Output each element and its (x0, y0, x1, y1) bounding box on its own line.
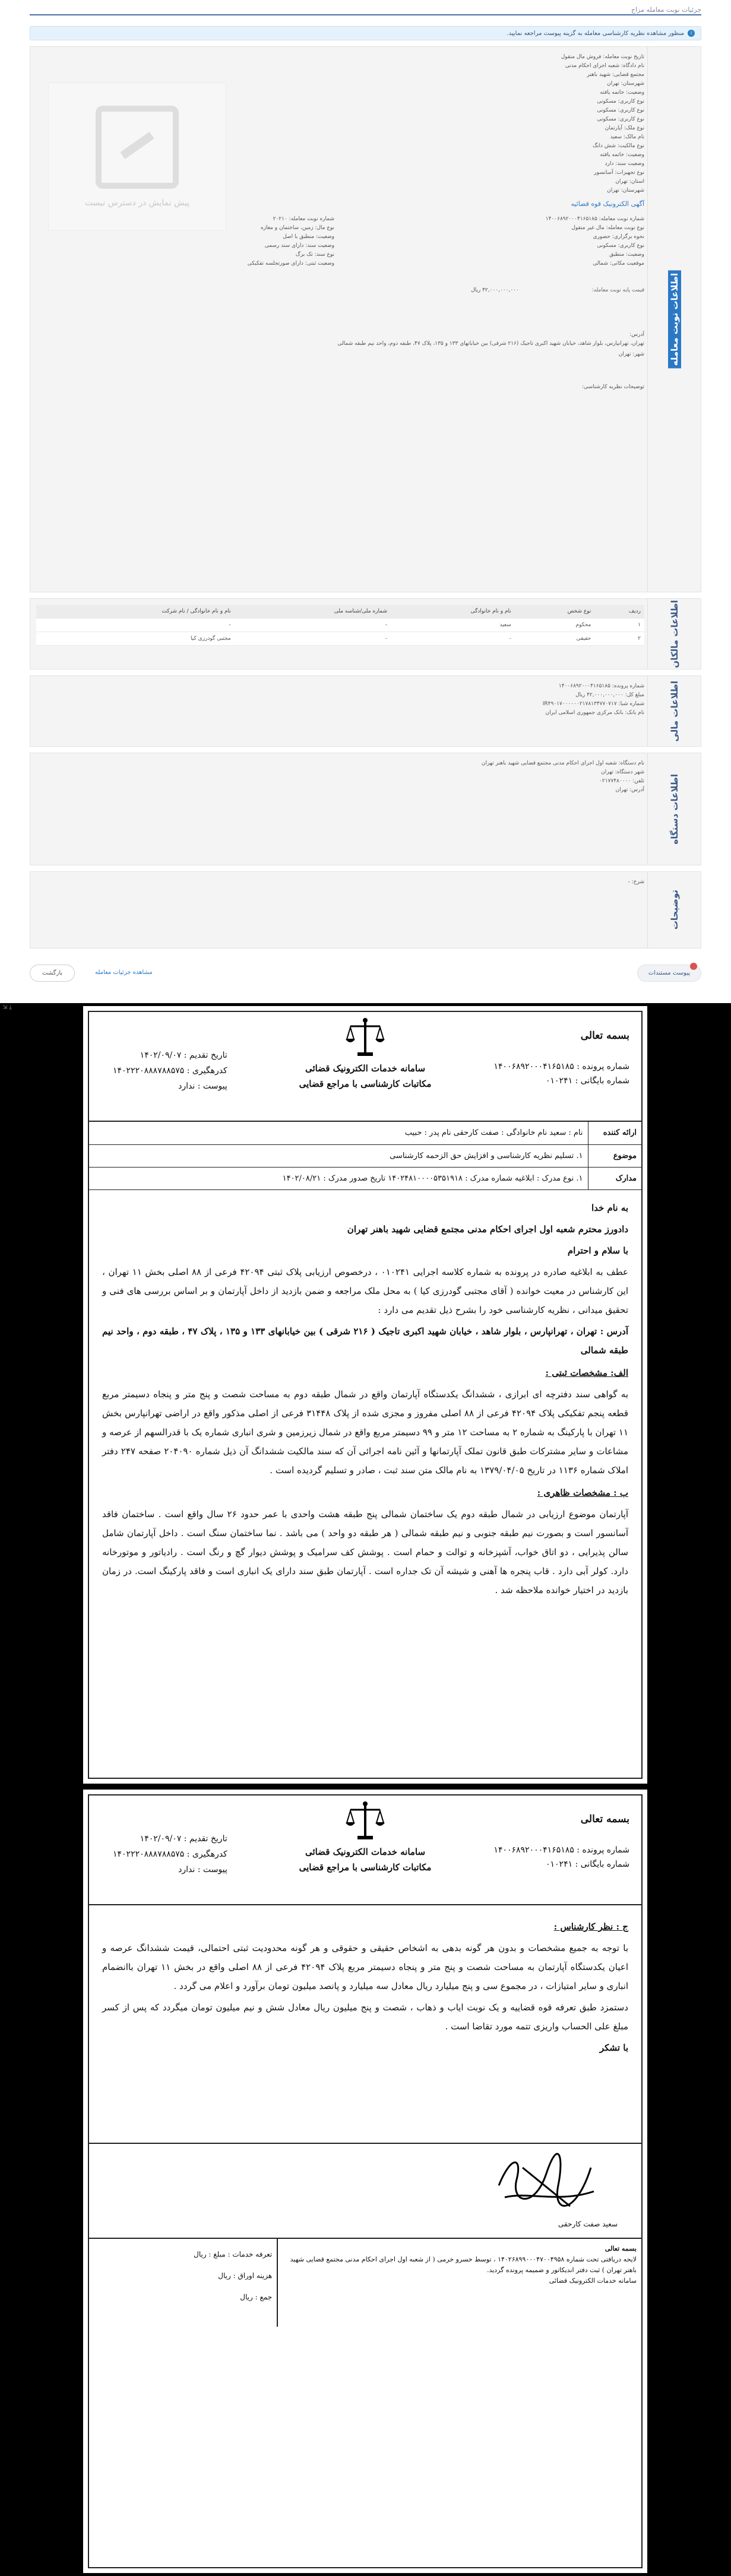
address-block (36, 331, 644, 359)
owners-column-header: نوع شخص (515, 605, 595, 618)
notes-content (36, 878, 644, 942)
deal-attribute: نام مالک: سعید (610, 134, 644, 140)
address-text: تهران، تهرانپارس، بلوار شاهد، خیابان شهید اکبری تاجیک (۲۱۶ شرقی) بین خیابانهای ۱۳۳ و ۱۳۵، پلاک ۴۷، طبقه دوم، واحد نیم طبقه شمالی (337, 341, 644, 347)
appearance-paragraph: آپارتمان موضوع ارزیابی در شمال طبقه دوم یک ساختمان شمالی پنج طبقه هشت واحدی با عمر حدود ۲۶ سال واقع است . ساختمان فاقد آسانسور است و بصورت نیم طبقه جنوبی و نیم طبقه شمالی ( هر طبقه دو واحد ) می باشد . نما ساختمان سنگ است . داخل آپارتمان شامل سالن پذیرایی ، دو اتاق خواب، آشپزخانه و توالت و حمام است . پوشش کف سرامیک و پوشش دیوار گچ و رنگ است . رادیاتور و موتورخانه دارد. کولر آبی دارد . قاب پنجره ها آهنی و شیشه آن تک جداره است . آپارتمان طبق سند دارای یک انباری است و فاقد پارکینگ است. در زمان بازدید در اختیار خوانده ملاحظه شد . (102, 1508, 628, 1595)
deal-attribute: وضعیت: خاتمه یافته (600, 90, 644, 96)
tab-notes[interactable]: توضیحات (647, 872, 701, 948)
table-cell: - (391, 632, 515, 646)
documents-value: ۱. نوع مدرک : ابلاغیه شماره مدرک : ۱۴۰۲۴۸۱۰۰۰۰۵۳۵۱۹۱۸ تاریخ صدور مدرک : ۱۴۰۲/۰۸/۲۱ (89, 1167, 588, 1189)
deal-grid-right (346, 215, 644, 268)
view-deal-details-link[interactable]: مشاهده جزئیات معامله (95, 969, 153, 976)
deal-attribute: وضعیت: خاتمه یافته (600, 152, 644, 158)
panel-deal-info (30, 46, 701, 592)
document-viewer (0, 1003, 731, 2576)
bottom-actions (30, 962, 701, 985)
document-header-2: بسمه تعالی شماره پرونده : ۱۴۰۰۶۸۹۲۰۰۰۴۱۶۵۱۸۵ شماره بایگانی : ۰۱۰۲۴۱ سامانه خدمات الکترونیک قضائی مکاتبات کارشناسی با مراجع قضایی تاریخ تقدیم : ۱۴۰۲/۰۹/۰۷ کدرهگیری : ۱۴۰۲۲۲۰۸۸۸۷۸۸۵۷۵ پیوست : ندارد (89, 1795, 641, 1905)
address-paragraph: آدرس : تهران ، تهرانپارس ، بلوار شاهد ، خیابان شهید اکبری تاجیک ( ۲۱۶ شرقی ) بین خیابانهای ۱۳۳ و ۱۳۵ ، پلاک ۴۷ ، طبقه دوم ، واحد نیم طبقه شمالی (102, 1325, 628, 1356)
deal-grid-item: وضعیت: منطبق با اصل (283, 234, 334, 240)
court-item: نام دستگاه: شعبه اول اجرای احکام مدنی مجتمع قضایی شهید باهنر تهران (481, 760, 644, 766)
expert-desc-label: توضیحات نظریه کارشناسی: (582, 384, 644, 390)
scales-emblem-icon (344, 1800, 386, 1842)
deal-details-page (0, 0, 731, 1003)
electronic-notice-link[interactable]: آگهی الکترونیک قوه قضائیه (571, 200, 644, 208)
report-body (89, 1190, 641, 1614)
deal-attribute: نوع مالکیت: شش دانگ (592, 143, 644, 149)
court-item: آدرس: تهران (615, 787, 644, 793)
intro-paragraph: عطف به ابلاغیه صادره در پرونده به شماره کلاسه اجرایی ۰۱۰۲۴۱ ، درخصوص ارزیابی پلاک ثبتی ۴۲۰۹۴ فرعی از ۸۸ اصلی بخش ۱۱ تهران ، این کارشناس در معیت خوانده ( آقای مجتبی گودرزی کیا ) به محل ملک مراجعه و ضمن بازدید از داخل آپارتمان و بر اساس بررسی های فنی و تحقیق میدانی ، نظریه کارشناسی خود را بشرح ذیل تقدیم می دارد : (102, 1266, 628, 1315)
finance-item: نام بانک: بانک مرکزی جمهوری اسلامی ایران (545, 710, 644, 716)
table-cell: - (36, 618, 235, 632)
owners-column-header: شماره ملی/شناسه ملی (235, 605, 391, 618)
tab-deal-info[interactable]: اطلاعات نوبت معامله (647, 47, 701, 592)
deal-grid-item: نوع مال: زمین، ساختمان و مغازه (260, 225, 334, 231)
table-cell: مجتبی گودرزی کیا (36, 632, 235, 646)
finance-item: مبلغ کل: ۴۲,۰۰۰,۰۰۰,۰۰۰ ریال (575, 692, 644, 698)
registry-note: بسمه تعالی لایحه دریافتی تحت شماره ۱۴۰۲۶۸۹۹۰۰۰۴۷۰۰۴۹۵۸ ، توسط خسرو خرمی ( از شعبه اول اجرای احکام مدنی مجتمع قضایی شهید باهنر تهران ) ثبت دفتر اندیکاتور و ضمیمه پرونده گردید. سامانه خدمات الکترونیک قضائی (277, 2239, 641, 2327)
deal-attribute: استان: تهران (615, 179, 644, 185)
deal-grid-item: وضعیت: منطبق (609, 252, 644, 258)
owners-content (36, 605, 644, 663)
deal-attribute: شهرستان: تهران (607, 188, 644, 193)
submission-info-table: ارائه کننده نام : سعید نام خانوادگی : صفت کارحقی نام پدر : حبیب موضوع ۱. تسلیم نظریه کارشناسی و افزایش حق الزحمه کارشناسی مدارک ۱. نوع مدرک : ابلاغیه شماره مدرک : ۱۴۰۲۴۸۱۰۰۰۰۵۳۵۱۹۱۸ تاریخ صدور مدرک : ۱۴۰۲/۰۸/۲۱ (89, 1122, 641, 1190)
back-button[interactable]: بازگشت (30, 965, 75, 982)
panel-court (30, 753, 701, 865)
info-icon: i (688, 30, 695, 37)
judiciary-logo: سامانه خدمات الکترونیک قضائی مکاتبات کارشناسی با مراجع قضایی (270, 1017, 460, 1089)
owners-table-body (36, 618, 644, 646)
fee-paragraph: دستمزد طبق تعرفه قوه قضاییه و یک نوبت ایاب و ذهاب ، شصت و پنج میلیون ریال معادل شش و نیم میلیون تومان میگردد که پس از کسر مبلغ علی الحساب واریزی تتمه مورد تقاضا است . (102, 2002, 628, 2032)
court-item: شهر دستگاه: تهران (601, 769, 644, 775)
tab-finance[interactable]: اطلاعات مالی (647, 676, 701, 746)
deal-attribute: وضعیت سند: دارد (605, 161, 644, 167)
bismillah-text: بسمه تعالی (580, 1030, 629, 1042)
finance-item: شماره شبا: IR۴۹۰۱۷۰۰۰۰۰۰۲۱۷۸۱۳۴۷۷۰۷۱۷ (542, 701, 644, 707)
city-text: شهر: تهران (618, 351, 644, 357)
notification-dot (690, 963, 697, 970)
section-b-heading: ب : مشخصات ظاهری : (537, 1487, 628, 1498)
table-cell: ۲ (594, 632, 644, 646)
deal-attribute: نام دادگاه: شعبه اجرای احکام مدنی (565, 63, 644, 69)
court-content (36, 759, 644, 859)
deal-attribute: نوع کاربری: مسکونی (597, 107, 644, 113)
subject-value: ۱. تسلیم نظریه کارشناسی و افزایش حق الزحمه کارشناسی (89, 1144, 588, 1167)
deal-attribute: شهرستان: تهران (607, 81, 644, 87)
recipient: دادورز محترم شعبه اول اجرای احکام مدنی مجتمع قضایی شهید باهنر تهران (347, 1223, 628, 1235)
tab-owners[interactable]: اطلاعات مالکان (647, 599, 701, 669)
submitter-value: نام : سعید نام خانوادگی : صفت کارحقی نام پدر : حبیب (89, 1122, 588, 1144)
signature-block (89, 2143, 641, 2238)
deal-grid-item: وضعیت ثبتی: دارای صورتجلسه تفکیکی (247, 261, 334, 267)
breadcrumb[interactable]: جزئیات نوبت معامله مزاج (631, 6, 701, 14)
owners-table-header (36, 605, 644, 618)
attachments-button[interactable]: پیوست مستندات (637, 965, 701, 982)
submission-meta: تاریخ تقدیم : ۱۴۰۲/۰۹/۰۷ کدرهگیری : ۱۴۰۲۲۲۰۸۸۸۷۸۸۵۷۵ پیوست : ندارد (113, 1051, 227, 1091)
signer-name: سعید صفت کارحقی (558, 2220, 618, 2228)
report-title: به نام خدا (591, 1202, 628, 1213)
panel-notes (30, 871, 701, 948)
owners-column-header: نام و نام خانوادگی / نام شرکت (36, 605, 235, 618)
address-label: آدرس: (629, 332, 644, 338)
table-cell: محکوم (515, 618, 595, 632)
table-cell: سعید (391, 618, 515, 632)
deal-grid-item: شماره نوبت معامله: ۱۴۰۰۶۸۹۲۰۰۰۴۱۶۵۱۸۵ (545, 216, 644, 222)
section-c-heading: ج : نظر کارشناس : (553, 1921, 628, 1932)
price-label: قیمت پایه نوبت معامله: (591, 287, 644, 293)
deal-attribute: نوع کاربری: مسکونی (597, 116, 644, 122)
panel-owners (30, 598, 701, 670)
document-header (89, 1012, 641, 1122)
deal-attribute: مجتمع قضایی: شهید باهنر (587, 72, 644, 78)
case-numbers: شماره پرونده : ۱۴۰۰۶۸۹۲۰۰۰۴۱۶۵۱۸۵ شماره بایگانی : ۰۱۰۲۴۱ (493, 1062, 629, 1086)
court-item: تلفن: ۰۲۱۷۷۴۸۰۰۰۰ (599, 778, 644, 784)
table-row (36, 618, 644, 632)
owners-table (36, 605, 644, 646)
panel-finance (30, 675, 701, 747)
no-image-placeholder: پیش نمایش در دسترس نیست (48, 83, 226, 231)
deal-grid-item: نحوه برگزاری: حضوری (593, 234, 644, 240)
deal-grid-item: نوع کاربری: مسکونی (597, 243, 644, 249)
greeting: با سلام و احترام (567, 1245, 628, 1256)
registration-paragraph: به گواهی سند دفترچه ای ابرازی ، ششدانگ یکدستگاه آپارتمان واقع در شمال طبقه دوم به مساحت شصت و پنج متر و پنجاه دسیمتر مربع قطعه پنجم تفکیکی پلاک ۴۲۰۹۴ فرعی از ۸۸ اصلی مفروز و مجزی شده از پلاک ۳۱۴۴۸ فرعی از اصلی مذکور واقع در اراضی تهرانپارس بخش ۱۱ تهران با پارکینگ به شماره ۲ به مساحت ۱۲ متر و ۹۹ دسیمتر مربع واقع در شمال زیرزمین و شری انباری شماره یک با قدرالسهم از عرصه و مشاعات و سایر مشترکات طبق قانون تملک آپارتمانها و آئین نامه اجرائی آن که سند مالکیت ششدانگ آن ذیل شماره ۲۰۴۰۹۰ صفحه ۲۴۷ دفتر املاک شماره ۱۱۳۶ در تاریخ ۱۳۷۹/۰۴/۰۵ به نام مالک متن سند ثبت ، صادر و تسلیم گردیده است . (102, 1388, 629, 1476)
deal-attribute: تاریخ نوبت معامله: فروش مال منقول (561, 54, 644, 60)
deal-grid-item: نوع نوبت معامله: مال غیر منقول (571, 225, 644, 231)
finance-item: شماره پرونده: ۱۴۰۰۶۸۹۲۰۰۰۴۱۶۵۱۸۵ (558, 683, 644, 689)
owners-column-header: ردیف (594, 605, 644, 618)
section-a-heading: الف: مشخصات ثبتی : (545, 1367, 628, 1378)
document-page-2 (83, 1790, 647, 2573)
table-row (36, 632, 644, 646)
fees-box: تعرفه خدمات : مبلغ : ریال هزینه اوراق : ریال جمع : ریال (194, 2250, 273, 2301)
deal-attribute: نوع تجهیزات: آسانسور (594, 170, 644, 176)
owners-column-header: نام و نام خانوادگی (391, 605, 515, 618)
signature-image (487, 2150, 606, 2218)
price-row (36, 286, 644, 295)
table-cell: - (235, 618, 391, 632)
table-cell: - (235, 632, 391, 646)
price-value: ۴۲,۰۰۰,۰۰۰,۰۰۰ ریال (471, 287, 519, 293)
table-cell: ۱ (594, 618, 644, 632)
alert-text: منظور مشاهده نظریه کارشناسی معامله به گزینه پیوست مراجعه نمایید. (507, 30, 684, 37)
deal-attribute: نوع ملک: آپارتمان (605, 125, 644, 131)
table-cell: حقیقی (515, 632, 595, 646)
info-alert (30, 26, 701, 40)
deal-attribute: نوع کاربری: مسکونی (597, 99, 644, 104)
registry-footer (89, 2238, 641, 2327)
document-page-1 (83, 1006, 647, 1784)
report-body-2 (89, 1905, 641, 2143)
header-divider (30, 14, 701, 15)
thanks-text: با تشکر (599, 2042, 628, 2053)
deal-grid-item: شماره نوبت معامله: ۲۰۲۱۰ (273, 216, 334, 222)
notes-text: شرح: - (628, 879, 644, 885)
scales-emblem-icon (344, 1017, 386, 1058)
gavel-icon (96, 106, 179, 189)
deal-grid-item: وضعیت سند: دارای سند رسمی (264, 243, 334, 249)
tab-court[interactable]: اطلاعات دستگاه (647, 753, 701, 865)
valuation-paragraph: با توجه به جمیع مشخصات و بدون هر گونه بدهی به اشخاص حقیقی و حقوقی و هر گونه محدودیت ثبتی احتمالی، قیمت ششدانگ عرصه و اعیان یکدستگاه آپارتمان به مساحت شصت و پنج متر و پنجاه دسیمتر مربع پلاک ۴۲۰۹۴ فرعی از ۸۸ اصلی واقع در بخش ۱۱ تهران باانضمام انباری و سایر امتیازات ، در مجموع سی و پنج میلیارد ریال معادل سه میلیارد و پانصد میلیون تومان برآورد و اعلام می گردد . (102, 1943, 628, 1991)
finance-content (36, 682, 644, 740)
deal-grid-item: نوع سند: تک برگ (295, 252, 334, 258)
deal-grid-item: موقعیت مکانی: شمالی (593, 261, 644, 267)
viewer-toolbar-icon[interactable]: ⇲ ⤓ (2, 1004, 12, 1011)
